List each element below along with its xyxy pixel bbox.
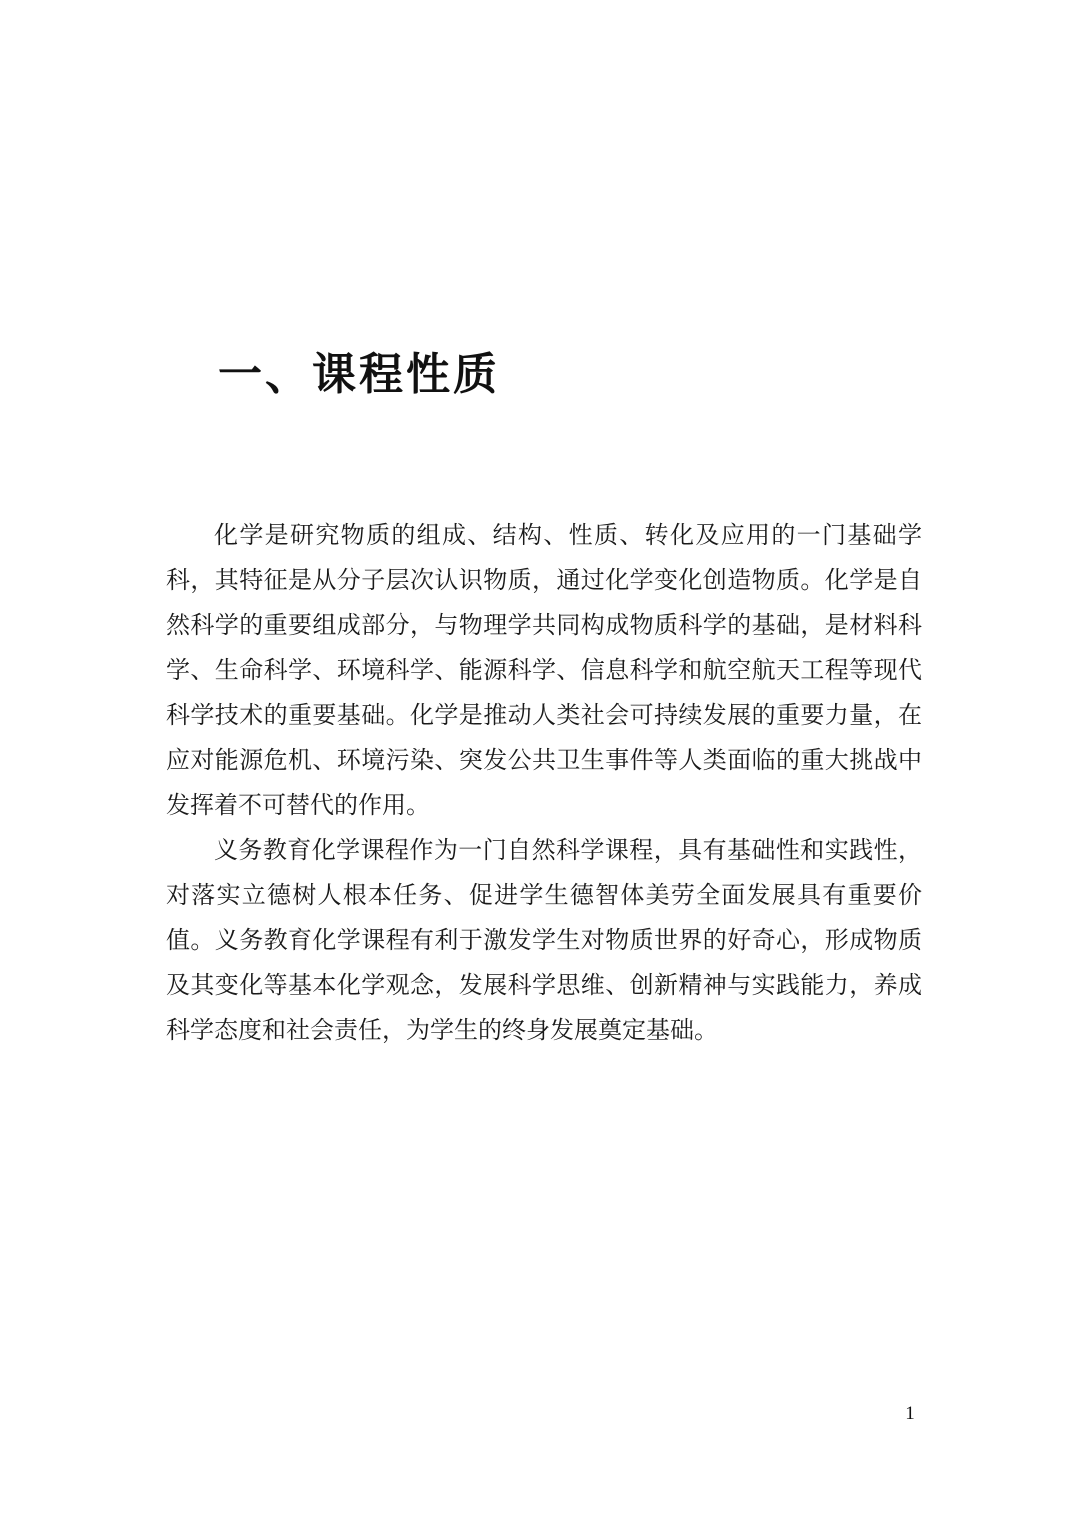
body-text (166, 513, 922, 1053)
page-number: 1 (905, 1403, 915, 1424)
paragraph-compulsory-education-course: 义务教育化学课程作为一门自然科学课程，具有基础性和实践性，对落实立德树人根本任务、促进学生德智体美劳全面发展具有重要价值。义务教育化学课程有利于激发学生对物质世界的好奇心，形成物质及其变化等基本化学观念，发展科学思维、创新精神与实践能力，养成科学态度和社会责任，为学生的终身发展奠定基础。 (166, 836, 922, 1044)
section-title: 一、课程性质 (218, 349, 500, 400)
paragraph-course-nature-chemistry: 化学是研究物质的组成、结构、性质、转化及应用的一门基础学科，其特征是从分子层次认识物质，通过化学变化创造物质。化学是自然科学的重要组成部分，与物理学共同构成物质科学的基础，是材料科学、生命科学、环境科学、能源科学、信息科学和航空航天工程等现代科学技术的重要基础。化学是推动人类社会可持续发展的重要力量，在应对能源危机、环境污染、突发公共卫生事件等人类面临的重大挑战中发挥着不可替代的作用。 (166, 521, 922, 819)
